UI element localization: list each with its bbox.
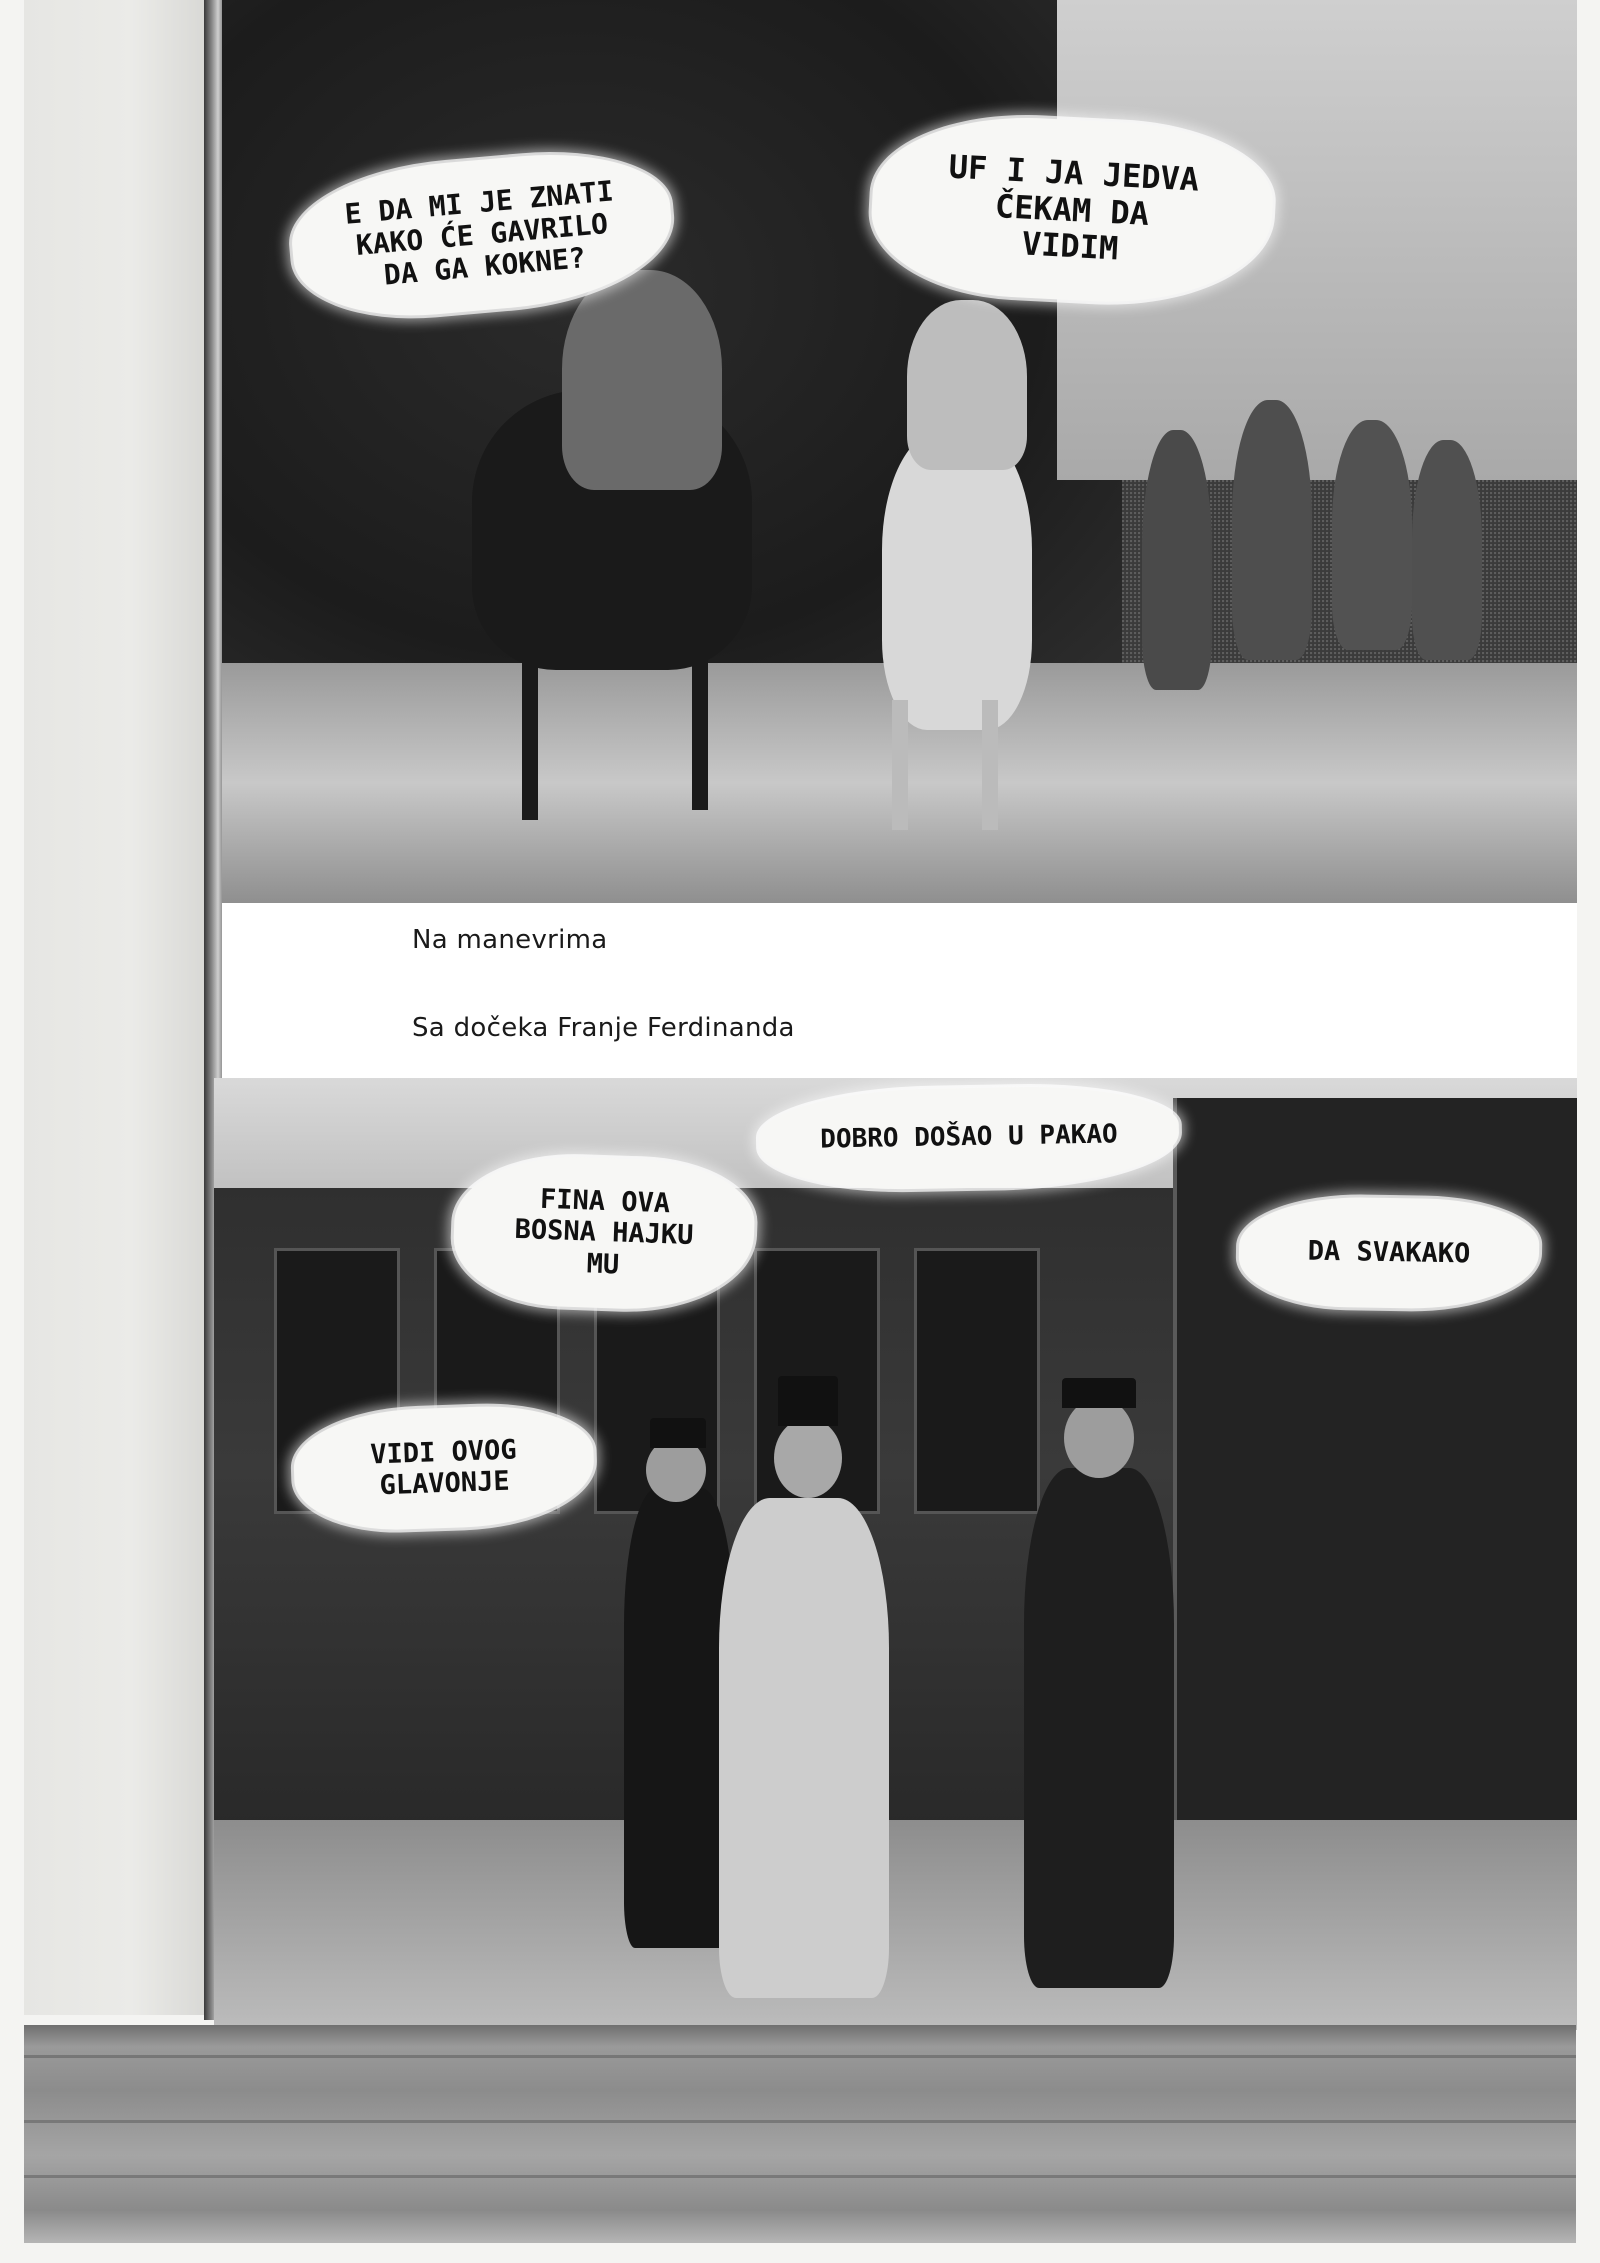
scan-line bbox=[24, 2175, 1576, 2178]
officer-left bbox=[624, 1488, 734, 1948]
speech-bubble-of-course bbox=[1238, 1195, 1540, 1310]
train-window bbox=[914, 1248, 1040, 1514]
rider-background bbox=[1332, 420, 1412, 650]
caption-maneuvers: Na manevrima bbox=[412, 925, 608, 955]
rider-background bbox=[1412, 440, 1482, 660]
adjacent-page-edge bbox=[24, 0, 206, 2015]
photo-archduke-at-train bbox=[214, 1078, 1577, 2030]
officer-left-cap bbox=[650, 1418, 706, 1448]
horse-leg bbox=[692, 640, 708, 810]
horse-leg bbox=[522, 640, 538, 820]
photo-riders-on-horses bbox=[222, 0, 1577, 903]
scan-line bbox=[24, 2055, 1576, 2058]
speech-bubble-text: DOBRO DOŠAO U PAKAO bbox=[820, 1119, 1118, 1155]
rider-background bbox=[1232, 400, 1312, 660]
speech-bubble-text: DA SVAKAKO bbox=[1307, 1236, 1471, 1270]
rider-left bbox=[562, 270, 722, 490]
caption-reception: Sa dočeka Franje Ferdinanda bbox=[412, 1013, 795, 1043]
rider-background bbox=[1142, 430, 1212, 690]
archduke-figure bbox=[719, 1498, 889, 1998]
rider-center bbox=[907, 300, 1027, 470]
main-page bbox=[222, 0, 1577, 2030]
officer-right-cap bbox=[1062, 1378, 1136, 1408]
speech-bubble-text: E DA MI JE ZNATI KAKO ĆE GAVRILO DA GA KOKNE? bbox=[343, 174, 615, 292]
horse-leg bbox=[892, 700, 908, 830]
scan-line bbox=[24, 2120, 1576, 2123]
station-platform bbox=[214, 1820, 1577, 2030]
archduke-top-hat bbox=[778, 1376, 838, 1426]
scanner-background-strip bbox=[24, 2025, 1576, 2243]
horse-leg bbox=[982, 700, 998, 830]
speech-bubble-text: FINA OVA BOSNA HAJKU MU bbox=[514, 1184, 694, 1281]
officer-right-head bbox=[1064, 1398, 1134, 1478]
speech-bubble-text: UF I JA JEDVA ČEKAM DA VIDIM bbox=[947, 147, 1200, 268]
speech-bubble-bosnia bbox=[451, 1153, 756, 1313]
archduke-head bbox=[774, 1418, 842, 1498]
officer-right bbox=[1024, 1468, 1174, 1988]
speech-bubble-text: VIDI OVOG GLAVONJE bbox=[369, 1434, 518, 1502]
caption-area bbox=[222, 903, 1577, 1078]
light-horse bbox=[882, 430, 1032, 730]
